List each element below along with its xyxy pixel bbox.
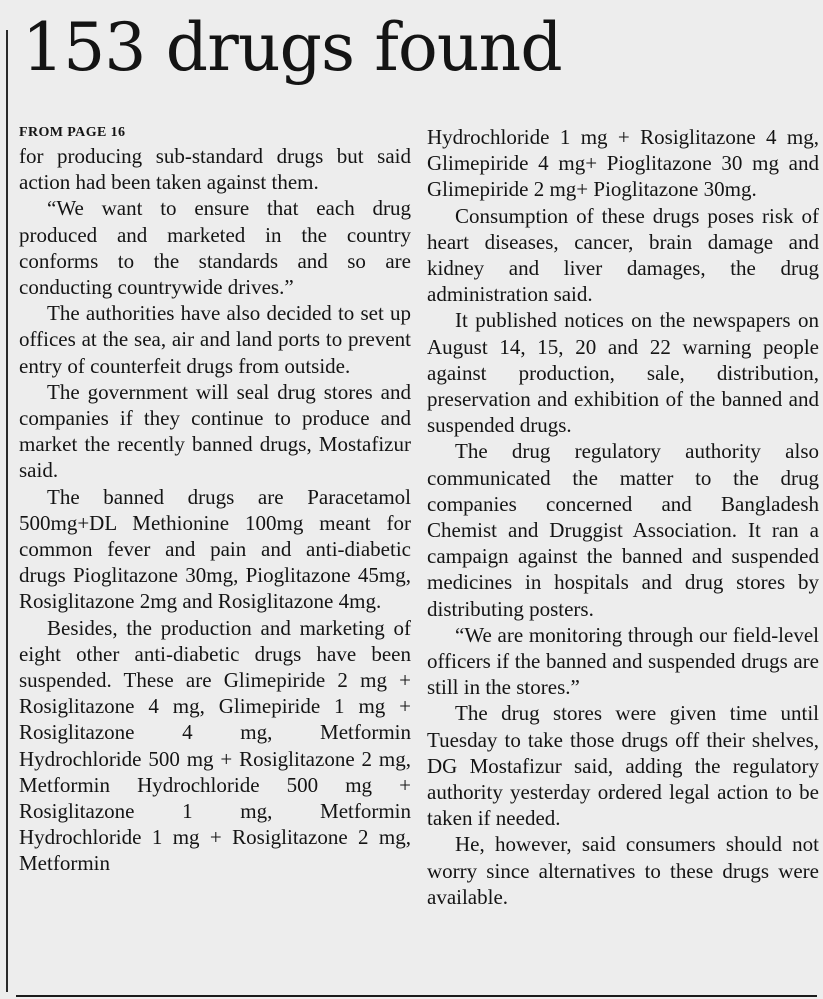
article-paragraph: “We are monitoring through our field-level officers if the banned and suspended drugs are still in the stores.” [427, 622, 819, 700]
article-paragraph: The authorities have also decided to set up offices at the sea, air and land ports to prevent entry of counterfeit drugs from outside. [19, 301, 411, 378]
article-paragraph: It published notices on the newspapers on August 14, 15, 20 and 22 warning people against production, sale, distribution, preservation and exhibition of the banned and suspended drugs. [427, 308, 819, 438]
article-column-left [19, 124, 411, 877]
article-paragraph: The government will seal drug stores and companies if they continue to produce and market the recently banned drugs, Mostafizur said. [19, 379, 411, 483]
article-paragraph: for producing sub-standard drugs but said action had been taken against them. [19, 144, 411, 195]
article-paragraph: He, however, said consumers should not worry since alternatives to these drugs were available. [427, 832, 819, 909]
article-paragraph: “We want to ensure that each drug produced and marketed in the country conforms to the standards and so are conducting countrywide drives.” [19, 196, 411, 300]
article-paragraph: Besides, the production and marketing of eight other anti-diabetic drugs have been suspended. These are Glimepiride 2 mg + Rosiglitazone 4 mg, Glimepiride 1 mg + Rosiglitazone 4 mg, Metformin Hydrochloride 500 mg + Rosiglitazone 2 mg, Metformin Hydrochloride 500 mg + Rosiglitazone 1 mg, Metformin Hydrochloride 1 mg + Rosiglitazone 2 mg, Metformin [19, 615, 411, 876]
left-column-rule [6, 30, 8, 992]
bottom-rule [16, 995, 817, 997]
article-column-right [427, 124, 819, 910]
jump-line: FROM PAGE 16 [19, 125, 126, 140]
article-paragraph: The drug regulatory authority also communicated the matter to the drug companies concerned and Bangladesh Chemist and Druggist Association. It ran a campaign against the banned and suspended medicines in hospitals and drug stores by distributing posters. [427, 439, 819, 621]
article-paragraph: The drug stores were given time until Tuesday to take those drugs off their shelves, DG Mostafizur said, adding the regulatory authority yesterday ordered legal action to be taken if needed. [427, 701, 819, 831]
article-paragraph: The banned drugs are Paracetamol 500mg+DL Methionine 100mg meant for common fever and pain and anti-diabetic drugs Pioglitazone 30mg, Pioglitazone 45mg, Rosiglitazone 2mg and Rosiglitazone 4mg. [19, 484, 411, 614]
article-headline: 153 drugs found [22, 9, 562, 86]
article-paragraph: Consumption of these drugs poses risk of heart diseases, cancer, brain damage and kidney and liver damages, the drug administration said. [427, 203, 819, 307]
article-paragraph: Hydrochloride 1 mg + Rosiglitazone 4 mg, Glimepiride 4 mg+ Pioglitazone 30 mg and Glimepiride 2 mg+ Pioglitazone 30mg. [427, 125, 819, 202]
